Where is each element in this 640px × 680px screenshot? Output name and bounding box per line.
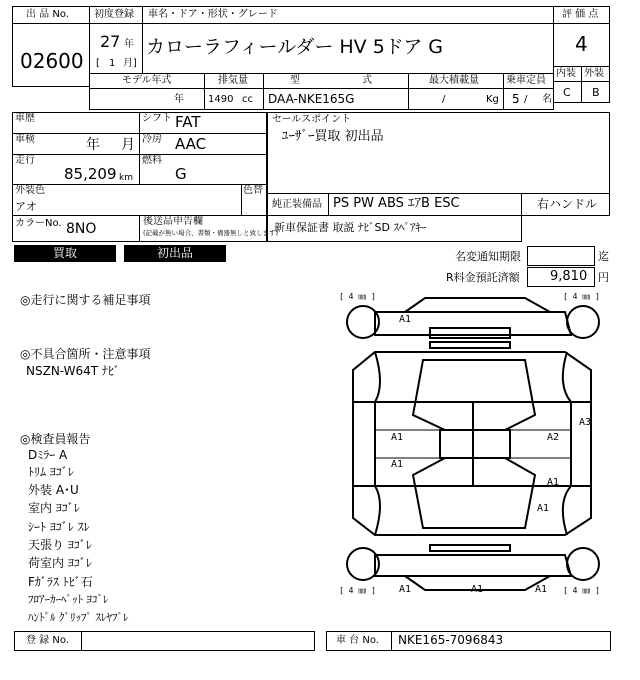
sales-point-label: セールスポイント bbox=[272, 114, 352, 125]
tire-depth-rear-left: [ 4 ㎜ ] bbox=[339, 586, 376, 595]
specs-block bbox=[12, 112, 610, 242]
recycle-unit: 円 bbox=[598, 271, 609, 284]
tire-depth-front-right: [ 4 ㎜ ] bbox=[563, 292, 600, 301]
capacity-slash: / bbox=[524, 94, 528, 105]
tire-depth-rear-right: [ 4 ㎜ ] bbox=[563, 586, 600, 595]
max-load-slash: / bbox=[442, 94, 446, 105]
name-change-box bbox=[527, 246, 595, 266]
inspector-line: 天張り ﾖｺﾞﾚ bbox=[28, 538, 92, 552]
steering-value: 右ハンドル bbox=[537, 197, 598, 211]
grade-label: 評 価 点 bbox=[562, 9, 599, 20]
shift-value: FAT bbox=[175, 113, 201, 131]
model-code: DAA-NKE165G bbox=[268, 92, 355, 106]
type-label: 型 bbox=[290, 75, 300, 86]
equipment-value: PS PW ABS ｴｱB ESC bbox=[333, 196, 460, 211]
color-change-label: 色替 bbox=[243, 185, 263, 196]
grade-value: 4 bbox=[575, 32, 588, 56]
displacement-unit: cc bbox=[242, 94, 253, 105]
reg-month-unit: 月] bbox=[123, 58, 137, 69]
fuel-label: 燃料 bbox=[142, 155, 162, 166]
damage-mark: A1 bbox=[399, 584, 412, 595]
aftermarket-label: 後送品申告欄 bbox=[143, 216, 203, 227]
mileage-label: 走行 bbox=[15, 155, 35, 166]
equipment-label: 純正装備品 bbox=[272, 199, 322, 210]
max-load-unit: Kg bbox=[486, 94, 499, 105]
tire-depth-front-left: [ 4 ㎜ ] bbox=[339, 292, 376, 301]
color-no-label: カラーNo. bbox=[15, 218, 62, 229]
exterior-label: 外装 bbox=[584, 68, 604, 79]
ext-color-cell bbox=[12, 184, 242, 216]
inspector-line: Dﾐﾗｰ A bbox=[28, 448, 68, 462]
type-label-2: 式 bbox=[362, 75, 372, 86]
fuel-value: G bbox=[175, 165, 187, 183]
first-listing-badge: 初出品 bbox=[124, 245, 226, 262]
color-no-value: 8NO bbox=[66, 221, 97, 237]
buyback-badge: 買取 bbox=[14, 245, 116, 262]
inspector-line: 荷室内 ﾖｺﾞﾚ bbox=[28, 556, 92, 570]
lot-no: 02600 bbox=[20, 49, 84, 73]
ac-label: 冷房 bbox=[142, 134, 162, 145]
damage-mark: A1 bbox=[399, 314, 412, 325]
capacity-unit: 名 bbox=[542, 94, 552, 105]
inspection-label: 車検 bbox=[15, 134, 35, 145]
ext-color-value: アオ bbox=[15, 200, 37, 213]
reg-year-unit: 年 bbox=[124, 39, 134, 50]
exterior-grade: B bbox=[592, 86, 600, 99]
name-change-unit: 迄 bbox=[598, 250, 609, 263]
aftermarket-note: (記載が無い場合、書類・備器無しと致します) bbox=[143, 229, 279, 237]
inspector-line: Fｶﾞﾗｽ ﾄﾋﾞ石 bbox=[28, 575, 93, 589]
damage-mark: A1 bbox=[471, 584, 484, 595]
inspection-year-unit: 年 bbox=[86, 137, 100, 153]
chassis-label: 車 台 No. bbox=[336, 635, 379, 646]
interior-label: 内装 bbox=[556, 68, 576, 79]
reg-no-label: 登 録 No. bbox=[26, 635, 69, 646]
car-damage-diagram bbox=[335, 290, 611, 600]
recycle-label: R料金預託済額 bbox=[446, 271, 520, 284]
warranty-value: 新車保証書 取説 ﾅﾋﾞSD ｽﾍﾟｱｷｰ bbox=[274, 221, 427, 234]
mileage-unit: km bbox=[119, 173, 133, 183]
chassis-no: NKE165-7096843 bbox=[398, 633, 504, 647]
driving-notes-title: ◎走行に関する補足事項 bbox=[20, 293, 151, 307]
damage-mark: A1 bbox=[537, 503, 550, 514]
inspection-month-unit: 月 bbox=[121, 137, 135, 153]
shift-label: シフト bbox=[142, 113, 172, 124]
name-label: 車名・ドア・形状・グレード bbox=[148, 9, 278, 20]
inspector-line: 外装 A･U bbox=[28, 483, 79, 497]
defects-line: NSZN-W64T ﾅﾋﾞ bbox=[26, 364, 120, 378]
damage-mark: A1 bbox=[535, 584, 548, 595]
capacity-value: 5 bbox=[512, 92, 520, 106]
damage-mark: A1 bbox=[547, 477, 560, 488]
history-label: 車歴 bbox=[15, 113, 35, 124]
type-label-cell bbox=[263, 73, 409, 89]
displacement-label: 排気量 bbox=[218, 75, 248, 86]
mileage-value: 85,209 bbox=[64, 165, 117, 183]
car-outline bbox=[335, 290, 611, 600]
reg-year: 27 bbox=[100, 32, 121, 51]
capacity-label: 乗車定員 bbox=[506, 75, 546, 86]
damage-mark: A2 bbox=[547, 432, 560, 443]
inspector-line: ﾄﾘﾑ ﾖｺﾞﾚ bbox=[28, 465, 74, 479]
header-block bbox=[12, 6, 610, 110]
sales-point-value: ﾕｰｻﾞｰ買取 初出品 bbox=[282, 129, 384, 144]
displacement-value: 1490 bbox=[208, 94, 234, 105]
reg-no-cell bbox=[81, 631, 315, 651]
damage-mark: A1 bbox=[391, 459, 404, 470]
recycle-amount: 9,810 bbox=[550, 269, 588, 284]
interior-grade: C bbox=[563, 86, 571, 99]
defects-title: ◎不具合箇所・注意事項 bbox=[20, 347, 151, 361]
model-year-unit: 年 bbox=[174, 94, 184, 105]
damage-mark: A3 bbox=[579, 417, 592, 428]
reg-month: 1 bbox=[109, 58, 116, 69]
inspector-line: ﾊﾝﾄﾞﾙ ｸﾞﾘｯﾌﾟ ｽﾚﾔﾌﾞﾚ bbox=[28, 611, 129, 624]
lot-no-label: 出 品 No. bbox=[26, 9, 69, 20]
inspector-title: ◎検査員報告 bbox=[20, 432, 91, 446]
ac-value: AAC bbox=[175, 135, 207, 153]
reg-month-open: [ bbox=[96, 58, 100, 69]
ext-color-label: 外装色 bbox=[15, 185, 45, 196]
inspector-line: ﾌﾛｱｰｶｰﾍﾟｯﾄ ﾖｺﾞﾚ bbox=[28, 593, 109, 606]
car-name: カローラフィールダー HV 5ドア G bbox=[146, 36, 443, 58]
reg-label: 初度登録 bbox=[94, 9, 134, 20]
model-year-cell bbox=[89, 88, 205, 110]
model-year-label: モデル年式 bbox=[122, 75, 172, 86]
name-change-label: 名変通知期限 bbox=[455, 250, 521, 263]
max-load-label: 最大積載量 bbox=[429, 75, 479, 86]
inspector-line: ｼｰﾄ ﾖｺﾞﾚ ｽﾚ bbox=[28, 520, 90, 534]
damage-mark: A1 bbox=[391, 432, 404, 443]
inspector-line: 室内 ﾖｺﾞﾚ bbox=[28, 501, 80, 515]
